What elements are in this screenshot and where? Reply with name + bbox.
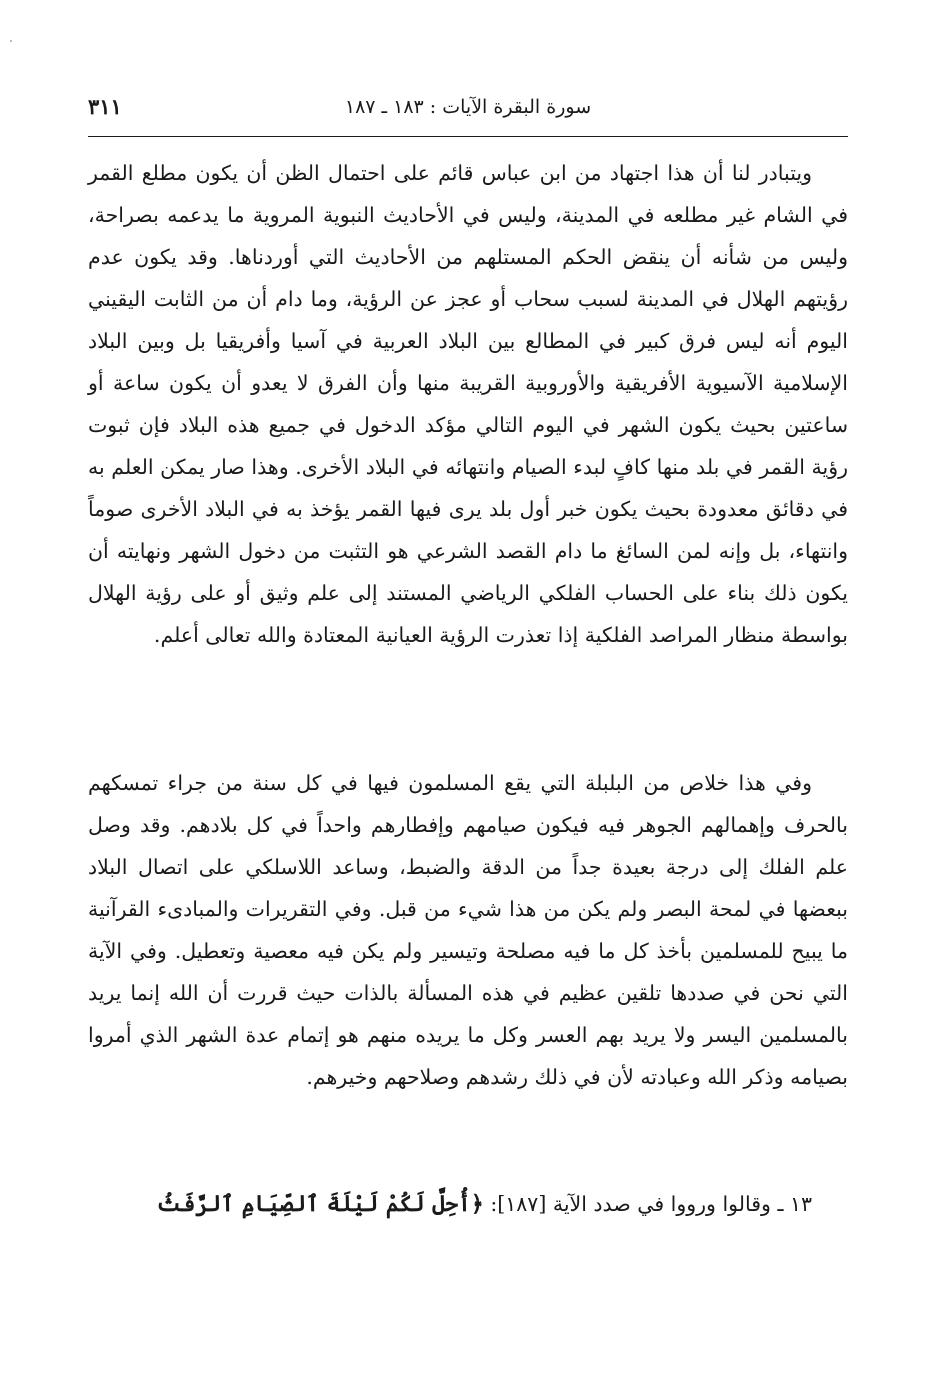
body-paragraph-2	[88, 762, 848, 1098]
page-number: ٣١١	[88, 94, 122, 119]
verse-lead-text: ١٣ ـ وقالوا ورووا في صدد الآية [١٨٧]:	[490, 1192, 812, 1216]
quran-quote: ﴿أُحِلَّ لَكُمْ لَيْلَةَ ٱلصِّيَامِ ٱلرَّفَثُ	[156, 1191, 484, 1217]
running-header	[88, 92, 848, 132]
scan-speck	[10, 40, 12, 42]
body-paragraph-1	[88, 152, 848, 656]
header-title: سورة البقرة الآيات : ١٨٣ ـ ١٨٧	[344, 96, 592, 118]
paragraph-text: وفي هذا خلاص من البلبلة التي يقع المسلمون فيها في كل سنة من جراء تمسكهم بالحرف وإهمالهم الجوهر فيه فيكون صيامهم وإفطارهم واحداً في كل بلادهم. وقد وصل علم الفلك إلى درجة بعيدة جداً من الدقة والضبط، وساعد اللاسلكي على اتصال البلاد ببعضها في لمحة البصر ولم يكن من هذا شيء من قبل. وفي التقريرات والمبادىء القرآنية ما يبيح للمسلمين بأخذ كل ما فيه مصلحة وتيسير ولم يكن فيه معصية وتعطيل. وفي الآية التي نحن في صددها تلقين عظيم في هذه المسألة بالذات حيث قررت أن الله إنما يريد بالمسلمين اليسر ولا يريد بهم العسر وكل ما يريده منهم هو إتمام عدة الشهر الذي أمروا بصيامه وذكر الله وعبادته لأن في ذلك رشدهم وصلاحهم وخيرهم.	[88, 771, 848, 1089]
paragraph-text: ويتبادر لنا أن هذا اجتهاد من ابن عباس قائم على احتمال الظن أن يكون مطلع القمر في الشام غير مطلعه في المدينة، وليس في الأحاديث النبوية المروية ما يدعمه بصراحة، وليس من شأنه أن ينقض الحكم المستلهم من الأحاديث التي أوردناها. وقد يكون عدم رؤيتهم الهلال في المدينة لسبب سحاب أو عجز عن الرؤية، وما دام أن من الثابت اليقيني اليوم أنه ليس فرق كبير في المطالع بين البلاد العربية في آسيا وأفريقيا بل وبين البلاد الإسلامية الآسيوية الأفريقية والأوروبية القريبة منها وأن الفرق لا يعدو أن يكون ساعة أو ساعتين بحيث يكون الشهر في اليوم التالي مؤكد الدخول في جميع هذه البلاد فإن ثبوت رؤية القمر في بلد منها كافٍ لبدء الصيام وانتهائه في البلاد الأخرى. وهذا صار يمكن العلم به في دقائق معدودة بحيث يكون خبر أول بلد يرى فيها القمر يؤخذ به في البلاد الأخرى صوماً وانتهاء، بل وإنه لمن السائغ ما دام القصد الشرعي هو التثبت من دخول الشهر ونهايته أن يكون ذلك بناء على الحساب الفلكي الرياضي المستند إلى علم وثيق أو على رؤية الهلال بواسطة منظار المراصد الفلكية إذا تعذرت الرؤية العيانية المعتادة والله تعالى أعلم.	[88, 161, 848, 647]
header-divider	[88, 136, 848, 137]
verse-reference-line	[88, 1183, 848, 1225]
